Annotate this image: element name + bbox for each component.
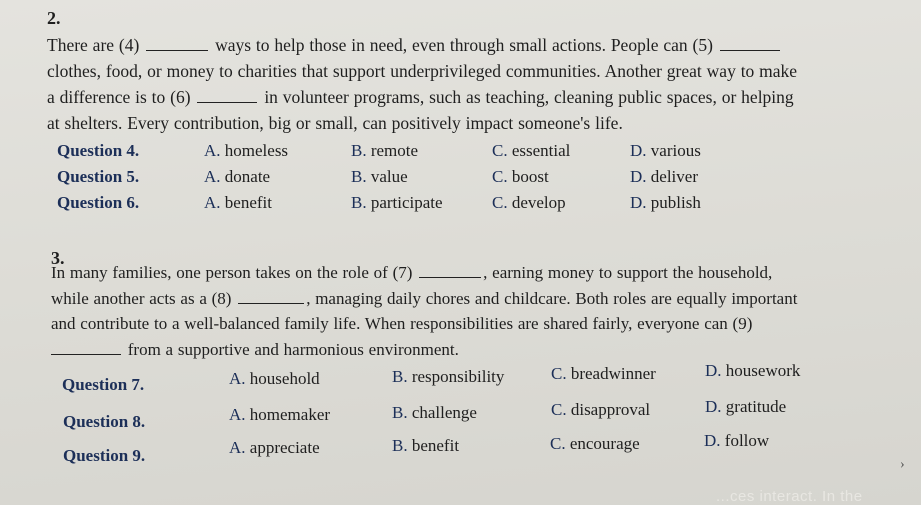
option-a[interactable] xyxy=(229,405,330,425)
answer-blank-7[interactable] xyxy=(419,263,481,278)
passage-text: in volunteer programs, such as teaching, cleaning public spaces, or helping xyxy=(264,87,794,107)
option-letter: C. xyxy=(551,364,567,383)
option-letter: B. xyxy=(351,193,367,212)
option-text: challenge xyxy=(411,403,477,422)
option-text: homemaker xyxy=(249,405,331,424)
option-letter: D. xyxy=(705,361,722,380)
answer-blank-6[interactable] xyxy=(197,88,257,103)
option-a[interactable] xyxy=(204,193,272,213)
option-letter: C. xyxy=(492,141,508,160)
option-letter: D. xyxy=(705,397,722,416)
option-c[interactable] xyxy=(550,434,640,454)
passage-line xyxy=(51,337,797,363)
option-text: various xyxy=(650,141,701,160)
footer-cutoff-text: ...ces interact. In the xyxy=(716,488,863,505)
option-letter: B. xyxy=(392,403,408,422)
option-letter: B. xyxy=(351,141,367,160)
option-d[interactable] xyxy=(630,141,701,161)
option-c[interactable] xyxy=(551,400,650,420)
option-letter: A. xyxy=(204,141,221,160)
option-text: appreciate xyxy=(249,438,320,457)
option-letter: A. xyxy=(229,405,246,424)
option-text: deliver xyxy=(650,167,698,186)
option-c[interactable] xyxy=(492,167,549,187)
option-letter: A. xyxy=(204,193,221,212)
option-text: responsibility xyxy=(411,367,505,386)
option-letter: D. xyxy=(630,167,647,186)
option-letter: B. xyxy=(392,436,408,455)
question-label: Question 9. xyxy=(63,446,146,465)
option-letter: C. xyxy=(551,400,567,419)
passage-line xyxy=(51,286,797,312)
question-label: Question 4. xyxy=(57,141,140,160)
option-text: homeless xyxy=(224,141,289,160)
option-letter: B. xyxy=(351,167,367,186)
option-a[interactable] xyxy=(204,167,270,187)
option-text: follow xyxy=(724,431,770,450)
option-text: benefit xyxy=(224,193,272,212)
passage-text: , earning money to support the household, xyxy=(483,263,773,282)
option-b[interactable] xyxy=(351,167,408,187)
section-2-passage xyxy=(47,32,797,136)
option-text: value xyxy=(370,167,408,186)
option-text: encourage xyxy=(569,434,640,453)
option-letter: A. xyxy=(229,369,246,388)
option-letter: A. xyxy=(229,438,246,457)
option-letter: D. xyxy=(704,431,721,450)
option-b[interactable] xyxy=(392,403,477,423)
option-text: essential xyxy=(511,141,571,160)
option-c[interactable] xyxy=(492,193,566,213)
passage-line: at shelters. Every contribution, big or small, can positively impact someone's life. xyxy=(47,113,623,133)
question-label: Question 8. xyxy=(63,412,146,431)
option-letter: C. xyxy=(492,193,508,212)
option-text: housework xyxy=(725,361,801,380)
option-text: disapproval xyxy=(570,400,651,419)
option-text: participate xyxy=(370,193,443,212)
passage-text: a difference is to (6) xyxy=(47,87,191,107)
passage-line: and contribute to a well-balanced family life. When responsibilities are shared fairly, everyone can (9) xyxy=(51,314,753,333)
section-3-number: 3. xyxy=(51,248,65,268)
option-b[interactable] xyxy=(351,193,443,213)
passage-text: ways to help those in need, even through small actions. People can (5) xyxy=(215,35,713,55)
option-text: donate xyxy=(224,167,271,186)
option-a[interactable] xyxy=(229,438,320,458)
passage-text: There are (4) xyxy=(47,35,140,55)
option-text: boost xyxy=(511,167,549,186)
option-c[interactable] xyxy=(551,364,656,384)
option-a[interactable] xyxy=(204,141,288,161)
option-b[interactable] xyxy=(392,367,504,387)
option-c[interactable] xyxy=(492,141,570,161)
option-text: gratitude xyxy=(725,397,787,416)
answer-blank-4[interactable] xyxy=(146,36,208,51)
option-letter: D. xyxy=(630,141,647,160)
option-letter: D. xyxy=(630,193,647,212)
answer-blank-8[interactable] xyxy=(238,289,304,304)
option-d[interactable] xyxy=(704,431,769,451)
option-text: develop xyxy=(511,193,566,212)
answer-blank-9[interactable] xyxy=(51,340,121,355)
passage-text: In many families, one person takes on the role of (7) xyxy=(51,263,413,282)
option-letter: A. xyxy=(204,167,221,186)
option-text: remote xyxy=(370,141,419,160)
option-text: benefit xyxy=(411,436,460,455)
option-d[interactable] xyxy=(705,361,800,381)
option-b[interactable] xyxy=(351,141,418,161)
option-text: breadwinner xyxy=(570,364,656,383)
option-b[interactable] xyxy=(392,436,459,456)
question-label: Question 5. xyxy=(57,167,140,186)
option-d[interactable] xyxy=(705,397,786,417)
passage-line xyxy=(47,32,797,58)
option-d[interactable] xyxy=(630,167,698,187)
passage-line xyxy=(47,84,797,110)
section-3-passage xyxy=(51,260,797,362)
option-a[interactable] xyxy=(229,369,320,389)
option-letter: C. xyxy=(492,167,508,186)
section-2-number: 2. xyxy=(47,8,61,28)
option-text: household xyxy=(249,369,320,388)
passage-text: while another acts as a (8) xyxy=(51,288,232,308)
passage-line xyxy=(51,260,797,286)
passage-text: from a supportive and harmonious environment. xyxy=(127,339,459,359)
option-letter: B. xyxy=(392,367,408,386)
question-label: Question 7. xyxy=(62,375,145,394)
answer-blank-5[interactable] xyxy=(720,36,780,51)
passage-line: clothes, food, or money to charities that support underprivileged communities. Another great way to make xyxy=(47,61,798,81)
option-letter: C. xyxy=(550,434,566,453)
option-d[interactable] xyxy=(630,193,701,213)
passage-text: , managing daily chores and childcare. Both roles are equally important xyxy=(306,288,798,308)
question-label: Question 6. xyxy=(57,193,140,212)
scan-mark: › xyxy=(900,457,905,472)
option-text: publish xyxy=(650,193,701,212)
